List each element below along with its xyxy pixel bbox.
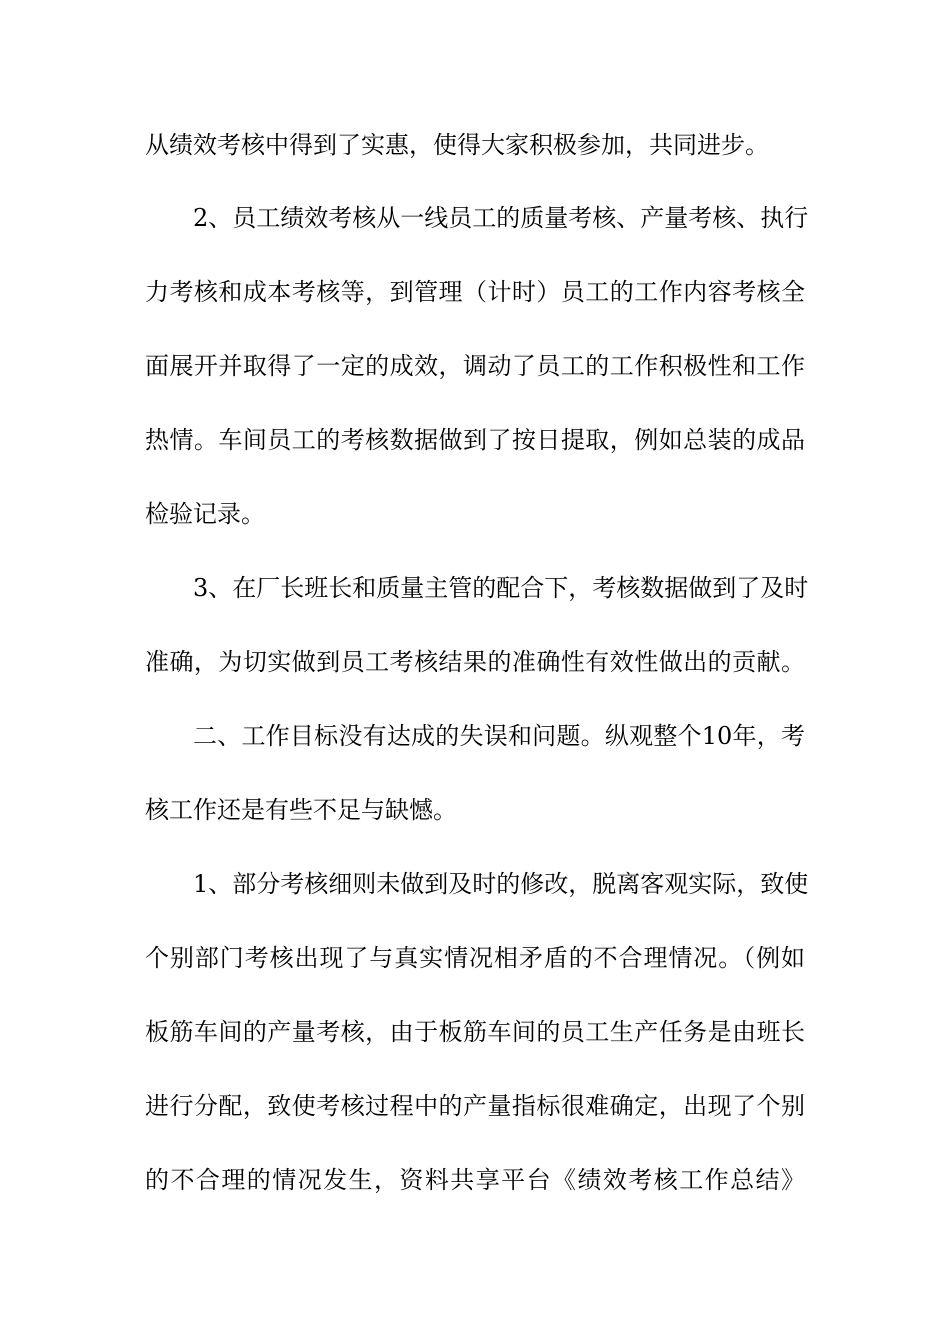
text-line: 面展开并取得了一定的成效，调动了员工的工作积极性和工作: [145, 352, 805, 380]
text-line: 热情。车间员工的考核数据做到了按日提取，例如总装的成品: [145, 426, 805, 454]
text-line: 2、员工绩效考核从一线员工的质量考核、产量考核、执行: [193, 204, 809, 232]
document-body: [145, 130, 809, 1195]
text-line: 进行分配，致使考核过程中的产量指标很难确定，出现了个别: [145, 1092, 805, 1120]
text-line: 检验记录。: [145, 500, 265, 528]
text-line: 的不合理的情况发生，资料共享平台《绩效考核工作总结》: [145, 1166, 805, 1194]
text-line: 个别部门考核出现了与真实情况相矛盾的不合理情况。（例如: [145, 944, 805, 972]
text-line: 3、在厂长班长和质量主管的配合下，考核数据做到了及时: [193, 574, 809, 602]
text-line: 从绩效考核中得到了实惠，使得大家积极参加，共同进步。: [145, 131, 769, 159]
text-line: 二、工作目标没有达成的失误和问题。纵观整个10年，考: [193, 722, 805, 750]
text-line: 力考核和成本考核等，到管理（计时）员工的工作内容考核全: [145, 278, 805, 306]
text-line: 准确，为切实做到员工考核结果的准确性有效性做出的贡献。: [145, 648, 805, 676]
text-line: 核工作还是有些不足与缺憾。: [145, 796, 457, 824]
text-line: 1、部分考核细则未做到及时的修改，脱离客观实际，致使: [193, 870, 809, 898]
text-line: 板筋车间的产量考核，由于板筋车间的员工生产任务是由班长: [145, 1018, 805, 1046]
